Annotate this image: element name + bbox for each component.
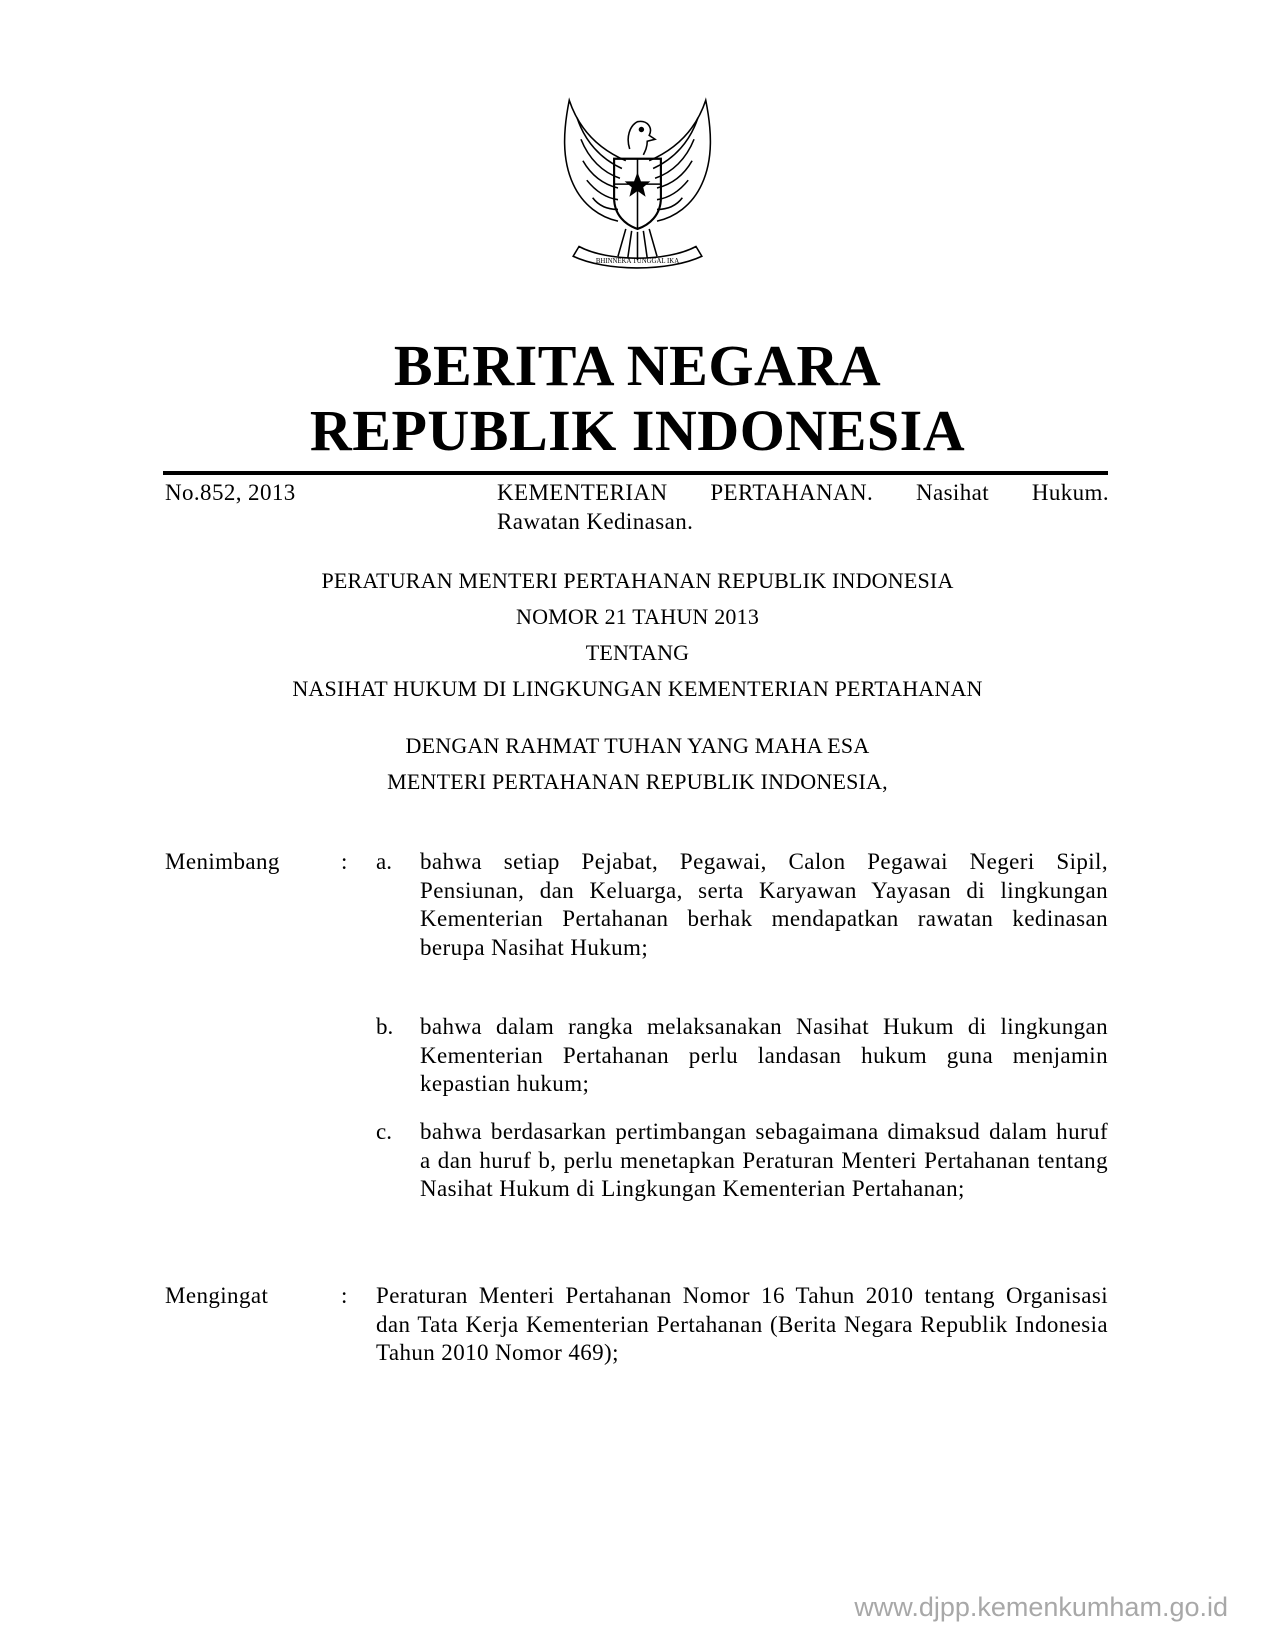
- item-letter-a: a.: [376, 849, 392, 874]
- garuda-pancasila-emblem-icon: [540, 88, 735, 288]
- preamble-line-1: DENGAN RAHMAT TUHAN YANG MAHA ESA: [405, 733, 870, 758]
- item-letter-c: c.: [376, 1119, 392, 1144]
- menimbang-item-b: bahwa dalam rangka melaksanakan Nasihat Hukum di lingkungan Kementerian Pertahanan perlu landasan hukum guna menjamin kepastian hukum;: [420, 1014, 1108, 1096]
- menimbang-colon: :: [341, 849, 348, 874]
- issue-number: No.852, 2013: [165, 480, 296, 505]
- issue-subject-line-1: KEMENTERIAN PERTAHANAN. Nasihat Hukum.: [497, 480, 1109, 505]
- regulation-subject: NASIHAT HUKUM DI LINGKUNGAN KEMENTERIAN PERTAHANAN: [292, 676, 983, 701]
- masthead-divider: [163, 471, 1108, 475]
- mengingat-colon: :: [341, 1283, 348, 1308]
- masthead-title: BERITA NEGARA: [393, 333, 882, 398]
- issue-subject-line-2: Rawatan Kedinasan.: [497, 509, 694, 534]
- regulation-about: TENTANG: [585, 640, 690, 665]
- mengingat-label: Mengingat: [165, 1283, 269, 1308]
- website-watermark: www.djpp.kemenkumham.go.id: [854, 1592, 1228, 1622]
- menimbang-item-c: bahwa berdasarkan pertimbangan sebagaimana dimaksud dalam huruf a dan huruf b, perlu menetapkan Peraturan Menteri Pertahanan tentang Nasihat Hukum di Lingkungan Kementerian Pertahanan;: [420, 1119, 1108, 1201]
- preamble-line-2: MENTERI PERTAHANAN REPUBLIK INDONESIA,: [387, 769, 888, 794]
- svg-text:BHINNEKA TUNGGAL IKA: BHINNEKA TUNGGAL IKA: [595, 258, 680, 266]
- menimbang-item-a: bahwa setiap Pejabat, Pegawai, Calon Pegawai Negeri Sipil, Pensiunan, dan Keluarga, serta Karyawan Yayasan di lingkungan Kementerian Pertahanan berhak mendapatkan rawatan kedinasan berupa Nasihat Hukum;: [420, 849, 1108, 960]
- mengingat-text: Peraturan Menteri Pertahanan Nomor 16 Tahun 2010 tentang Organisasi dan Tata Kerja Kementerian Pertahanan (Berita Negara Republik Indonesia Tahun 2010 Nomor 469);: [376, 1283, 1108, 1365]
- menimbang-label: Menimbang: [165, 849, 280, 874]
- item-letter-b: b.: [376, 1014, 394, 1039]
- regulation-number: NOMOR 21 TAHUN 2013: [515, 604, 760, 629]
- masthead-subtitle: REPUBLIK INDONESIA: [309, 398, 966, 463]
- regulation-title: PERATURAN MENTERI PERTAHANAN REPUBLIK INDONESIA: [321, 568, 954, 593]
- issue-subject: [497, 478, 1109, 536]
